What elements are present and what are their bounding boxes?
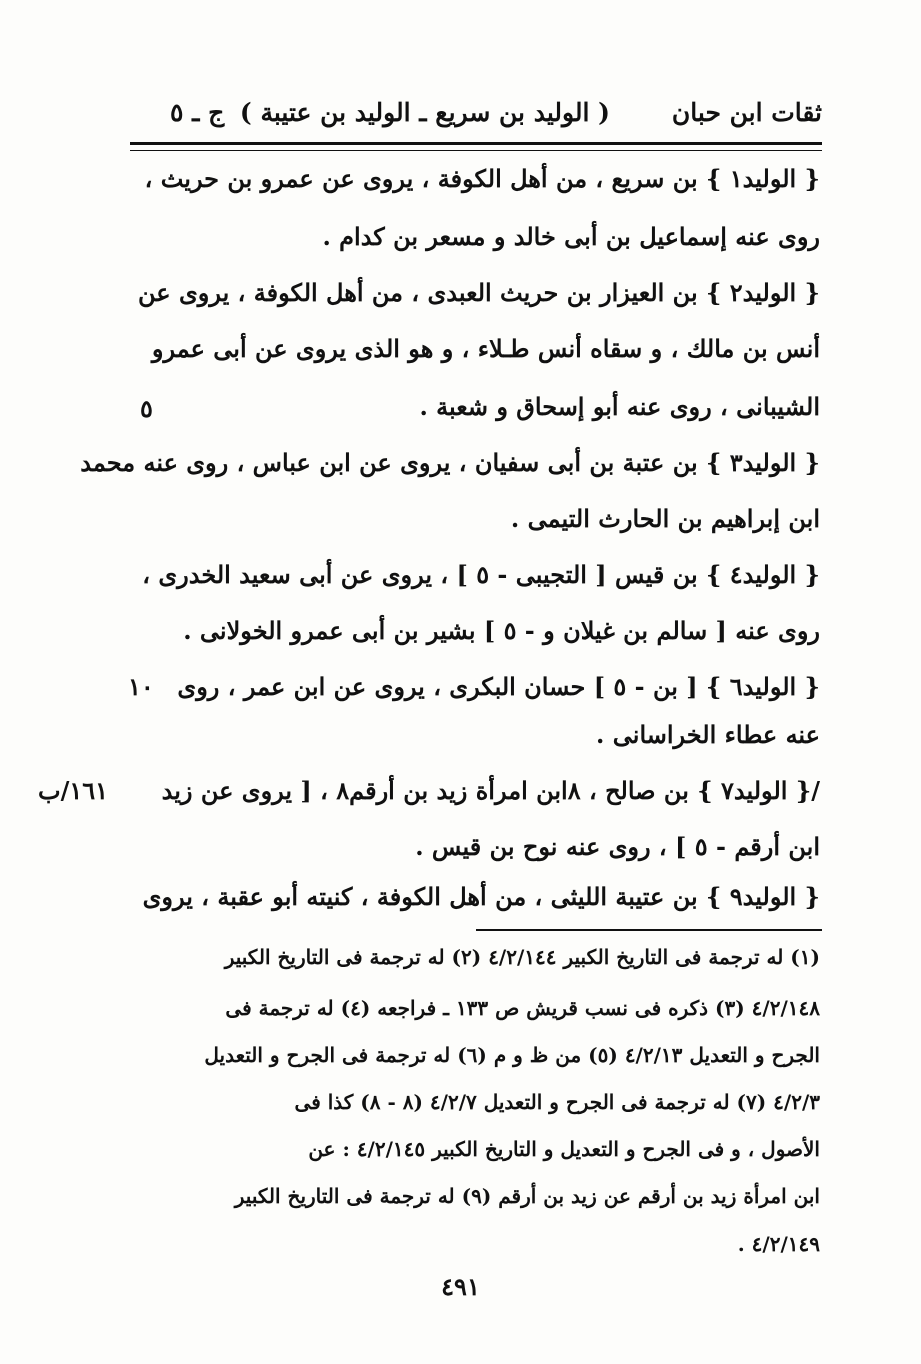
footnote-line: ٤/٢/١٤٩ . xyxy=(737,1232,820,1256)
footnote-line: ٤/٢/١٤٨ (٣) ذكره فى نسب قريش ص ١٣٣ ـ فراجعه (٤) له ترجمة فى xyxy=(225,996,820,1020)
text-line: { الوليد٦ } [ بن - ٥ ] حسان البكرى ، يروى عن ابن عمر ، روى xyxy=(177,672,820,701)
header-rule-thin xyxy=(130,150,822,151)
running-header xyxy=(130,86,822,140)
text-line: أنس بن مالك ، و سقاه أنس طـلاء ، و هو الذى يروى عن أبى عمرو xyxy=(151,334,820,363)
text-line: روى عنه إسماعيل بن أبى خالد و مسعر بن كدام . xyxy=(322,222,820,251)
text-line: { الوليد١ } بن سريع ، من أهل الكوفة ، يروى عن عمرو بن حريث ، xyxy=(144,164,820,193)
text-line: { الوليد٢ } بن العيزار بن حريث العبدى ، من أهل الكوفة ، يروى عن xyxy=(138,278,820,307)
text-line: /{ الوليد٧ } بن صالح ، ٨ابن امرأة زيد بن أرقم٨ ، [ يروى عن زيد xyxy=(161,776,820,805)
section-title: ( الوليد بن سريع ـ الوليد بن عتيبة ) xyxy=(239,98,610,127)
footnote-line: (١) له ترجمة فى التاريخ الكبير ٤/٢/١٤٤ (٢) له ترجمة فى التاريخ الكبير xyxy=(224,945,820,969)
folio-marker: ١٦١/ب xyxy=(38,776,109,805)
text-line: الشيبانى ، روى عنه أبو إسحاق و شعبة . xyxy=(419,392,820,421)
header-rule-thick xyxy=(130,142,822,145)
text-line: ابن أرقم - ٥ ] ، روى عنه نوح بن قيس . xyxy=(415,832,820,861)
text-line: { الوليد٩ } بن عتيبة الليثى ، من أهل الكوفة ، كنيته أبو عقبة ، يروى xyxy=(142,882,820,911)
book-title: ثقات ابن حبان xyxy=(671,98,822,127)
text-line: { الوليد٤ } بن قيس [ التجيبى - ٥ ] ، يروى عن أبى سعيد الخدرى ، xyxy=(142,560,820,589)
footnote-line: الجرح و التعديل ٤/٢/١٣ (٥) من ظ و م (٦) له ترجمة فى الجرح و التعديل xyxy=(204,1043,820,1067)
footnote-rule xyxy=(476,929,822,931)
text-line: ابن إبراهيم بن الحارث التيمى . xyxy=(510,504,820,533)
margin-line-number: ٥ xyxy=(140,394,153,423)
footnote-line: ابن امرأة زيد بن أرقم عن زيد بن أرقم (٩) له ترجمة فى التاريخ الكبير xyxy=(234,1184,820,1208)
volume-label: ج ـ ٥ xyxy=(170,98,225,127)
text-line: روى عنه [ سالم بن غيلان و - ٥ ] بشير بن أبى عمرو الخولانى . xyxy=(183,616,820,645)
text-line: عنه عطاء الخراسانى . xyxy=(596,720,820,749)
footnote-line: ٤/٢/٣ (٧) له ترجمة فى الجرح و التعديل ٤/٢/٧ (٨ - ٨) كذا فى xyxy=(294,1090,820,1114)
margin-line-number: ١٠ xyxy=(128,672,154,701)
footnote-line: الأصول ، و فى الجرح و التعديل و التاريخ الكبير ٤/٢/١٤٥ : عن xyxy=(308,1137,820,1161)
page-number: ٤٩١ xyxy=(441,1272,480,1301)
text-line: { الوليد٣ } بن عتبة بن أبى سفيان ، يروى عن ابن عباس ، روى عنه محمد xyxy=(80,448,820,477)
